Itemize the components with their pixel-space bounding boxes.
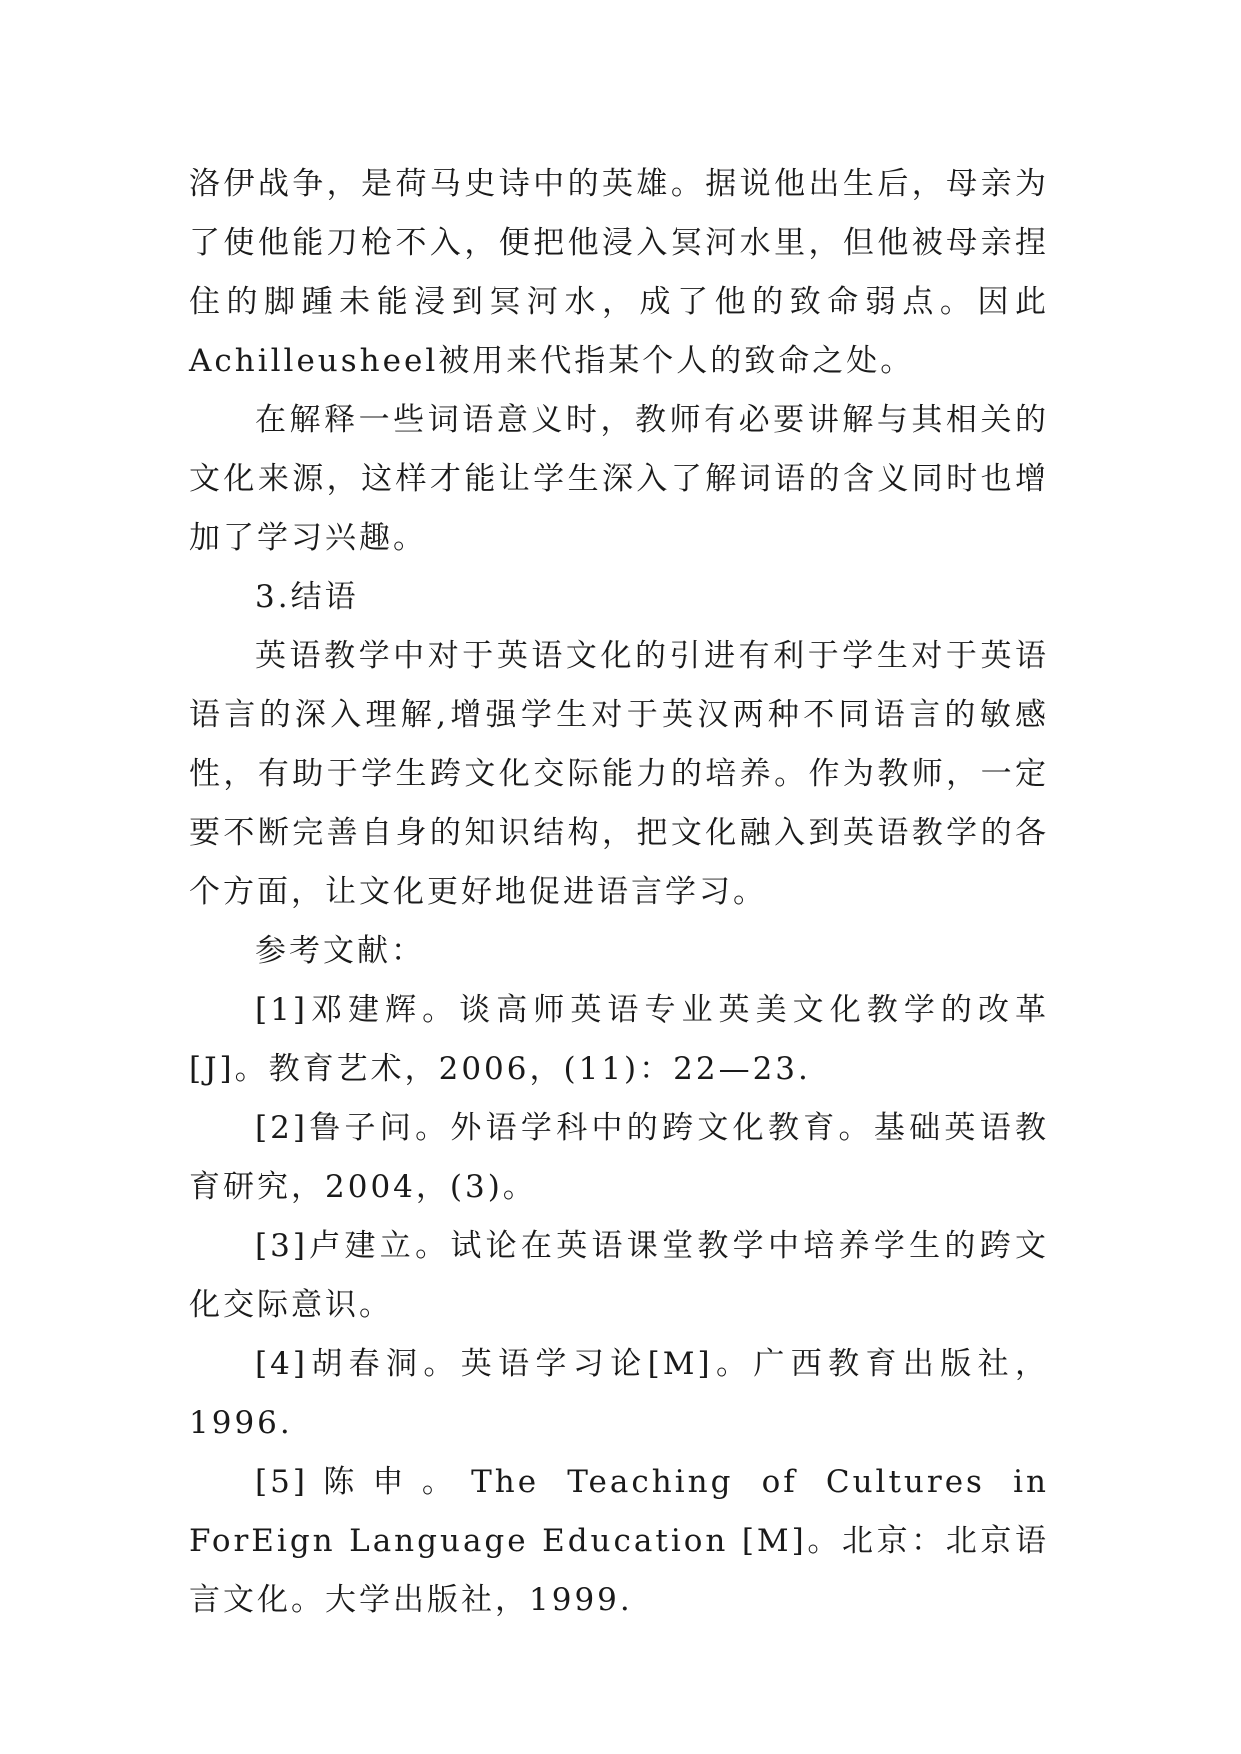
paragraph-achilles-story: 洛伊战争，是荷马史诗中的英雄。据说他出生后，母亲为了使他能刀枪不入，便把他浸入冥河水里，但他被母亲捏住的脚踵未能浸到冥河水，成了他的致命弱点。因此Achilleusheel被用来代指某个人的致命之处。 — [189, 166, 1049, 379]
reference-item-4: [4]胡春洞。英语学习论[M]。广西教育出版社，1996. — [189, 1346, 1049, 1441]
reference-item-2: [2]鲁子问。外语学科中的跨文化教育。基础英语教育研究，2004，(3)。 — [189, 1110, 1049, 1205]
document-body — [189, 155, 1049, 1630]
reference-item-1: [1]邓建辉。谈高师英语专业英美文化教学的改革[J]。教育艺术，2006，(11)：22—23. — [189, 992, 1049, 1087]
references-heading: 参考文献： — [255, 933, 425, 969]
paragraph-conclusion: 英语教学中对于英语文化的引进有利于学生对于英语语言的深入理解,增强学生对于英汉两种不同语言的敏感性，有助于学生跨文化交际能力的培养。作为教师，一定要不断完善自身的知识结构，把文化融入到英语教学的各个方面，让文化更好地促进语言学习。 — [189, 638, 1049, 910]
section-heading-conclusion: 3.结语 — [255, 579, 359, 615]
paragraph-word-culture: 在解释一些词语意义时，教师有必要讲解与其相关的文化来源，这样才能让学生深入了解词语的含义同时也增加了学习兴趣。 — [189, 402, 1049, 556]
reference-item-3: [3]卢建立。试论在英语课堂教学中培养学生的跨文化交际意识。 — [189, 1228, 1049, 1323]
reference-item-5: [5]陈申。The Teaching of Cultures in ForEign Language Education [M]。北京：北京语言文化。大学出版社，1999. — [189, 1464, 1049, 1618]
